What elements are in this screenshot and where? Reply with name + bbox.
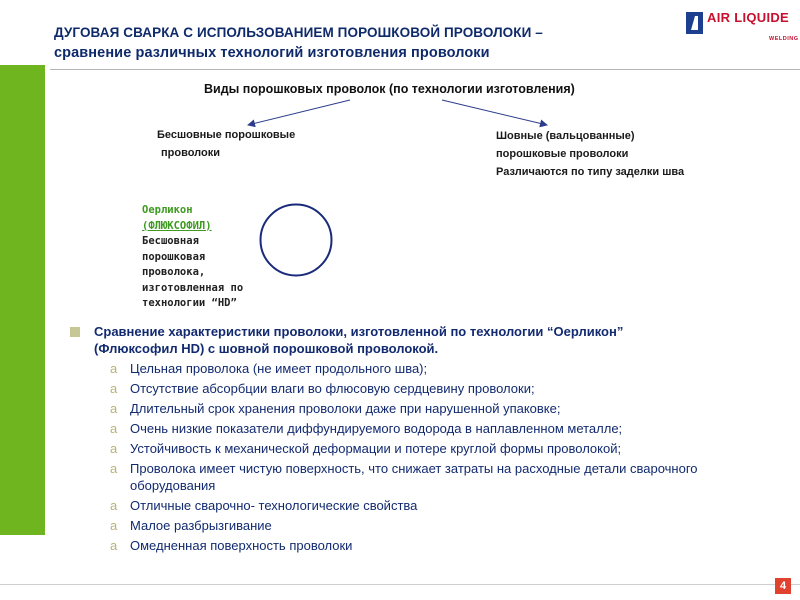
list-item — [110, 460, 770, 494]
oerlikon-line-3: Бесшовная — [142, 235, 199, 247]
oerlikon-line-6: изготовленная по — [142, 281, 244, 294]
main-bullet-line-1: Сравнение характеристики проволоки, изготовленной по технологии “Оерликон” — [94, 324, 624, 339]
seamless-line-2: проволоки — [161, 147, 220, 159]
oerlikon-name: Оерликон — [142, 204, 193, 216]
list-marker-icon: a — [110, 461, 118, 476]
seamed-line-2: порошковые проволоки — [496, 148, 629, 160]
list-item-text: Омедненная поверхность проволоки — [130, 538, 353, 553]
list-item — [110, 360, 770, 377]
diagram-heading: Виды порошковых проволок (по технологии изготовления) — [204, 82, 575, 96]
oerlikon-brand: (ФЛЮКСОФИЛ) — [142, 219, 212, 232]
arrow-to-seamed — [442, 100, 547, 125]
list-marker-icon: a — [110, 381, 118, 396]
seamed-wires-label — [496, 127, 684, 181]
oerlikon-description — [142, 203, 243, 312]
list-marker-icon: a — [110, 441, 118, 456]
wire-cross-section-icon — [258, 202, 334, 278]
list-marker-icon: a — [110, 498, 118, 513]
list-marker-icon: a — [110, 538, 118, 553]
list-item-text: Малое разбрызгивание — [130, 518, 272, 533]
list-marker-icon: a — [110, 401, 118, 416]
slide-title: ДУГОВАЯ СВАРКА С ИСПОЛЬЗОВАНИЕМ ПОРОШКОВОЙ ПРОВОЛОКИ – — [54, 25, 543, 40]
list-item-text: Цельная проволока (не имеет продольного шва); — [130, 361, 428, 376]
main-bullet — [70, 323, 770, 357]
oerlikon-line-5: проволока, — [142, 266, 206, 278]
main-bullet-line-2: (Флюксофил HD) с шовной порошковой проволокой. — [94, 341, 439, 356]
sub-bullet-list — [70, 360, 770, 554]
seamless-wires-label — [157, 126, 295, 162]
list-item — [110, 440, 770, 457]
list-item — [110, 537, 770, 554]
list-item-text: Проволока имеет чистую поверхность, что снижает затраты на расходные детали сварочного оборудования — [130, 461, 698, 493]
list-item-text: Устойчивость к механической деформации и потере круглой формы проволокой; — [130, 441, 622, 456]
oerlikon-line-7: технологии “HD” — [142, 297, 237, 309]
list-marker-icon: a — [110, 518, 118, 533]
list-item-text: Отсутствие абсорбции влаги во флюсовую сердцевину проволоки; — [130, 381, 535, 396]
slide-subtitle: сравнение различных технологий изготовления проволоки — [54, 45, 490, 61]
list-item-text: Отличные сварочно- технологические свойства — [130, 498, 418, 513]
list-item — [110, 420, 770, 437]
list-item-text: Очень низкие показатели диффундируемого водорода в наплавленном металле; — [130, 421, 623, 436]
list-item — [110, 380, 770, 397]
logo-sub-text: WELDING — [769, 36, 799, 42]
seamed-line-3: Различаются по типу заделки шва — [496, 166, 685, 178]
oerlikon-line-4: порошковая — [142, 250, 206, 263]
list-marker-icon: a — [110, 361, 118, 376]
page-number-badge: 4 — [775, 578, 791, 594]
main-bullet-text — [94, 323, 623, 357]
list-marker-icon: a — [110, 421, 118, 436]
comparison-list — [70, 323, 770, 554]
list-item-text: Длительный срок хранения проволоки даже при нарушенной упаковке; — [130, 401, 561, 416]
arrow-to-seamless — [248, 100, 350, 125]
square-bullet-icon — [70, 327, 80, 337]
seamed-line-1: Шовные (вальцованные) — [496, 130, 635, 142]
list-item — [110, 400, 770, 417]
list-item — [110, 517, 770, 534]
logo-brand-text: AIR LIQUIDE — [707, 10, 790, 25]
seamless-line-1: Бесшовные порошковые — [157, 129, 296, 141]
list-item — [110, 497, 770, 514]
